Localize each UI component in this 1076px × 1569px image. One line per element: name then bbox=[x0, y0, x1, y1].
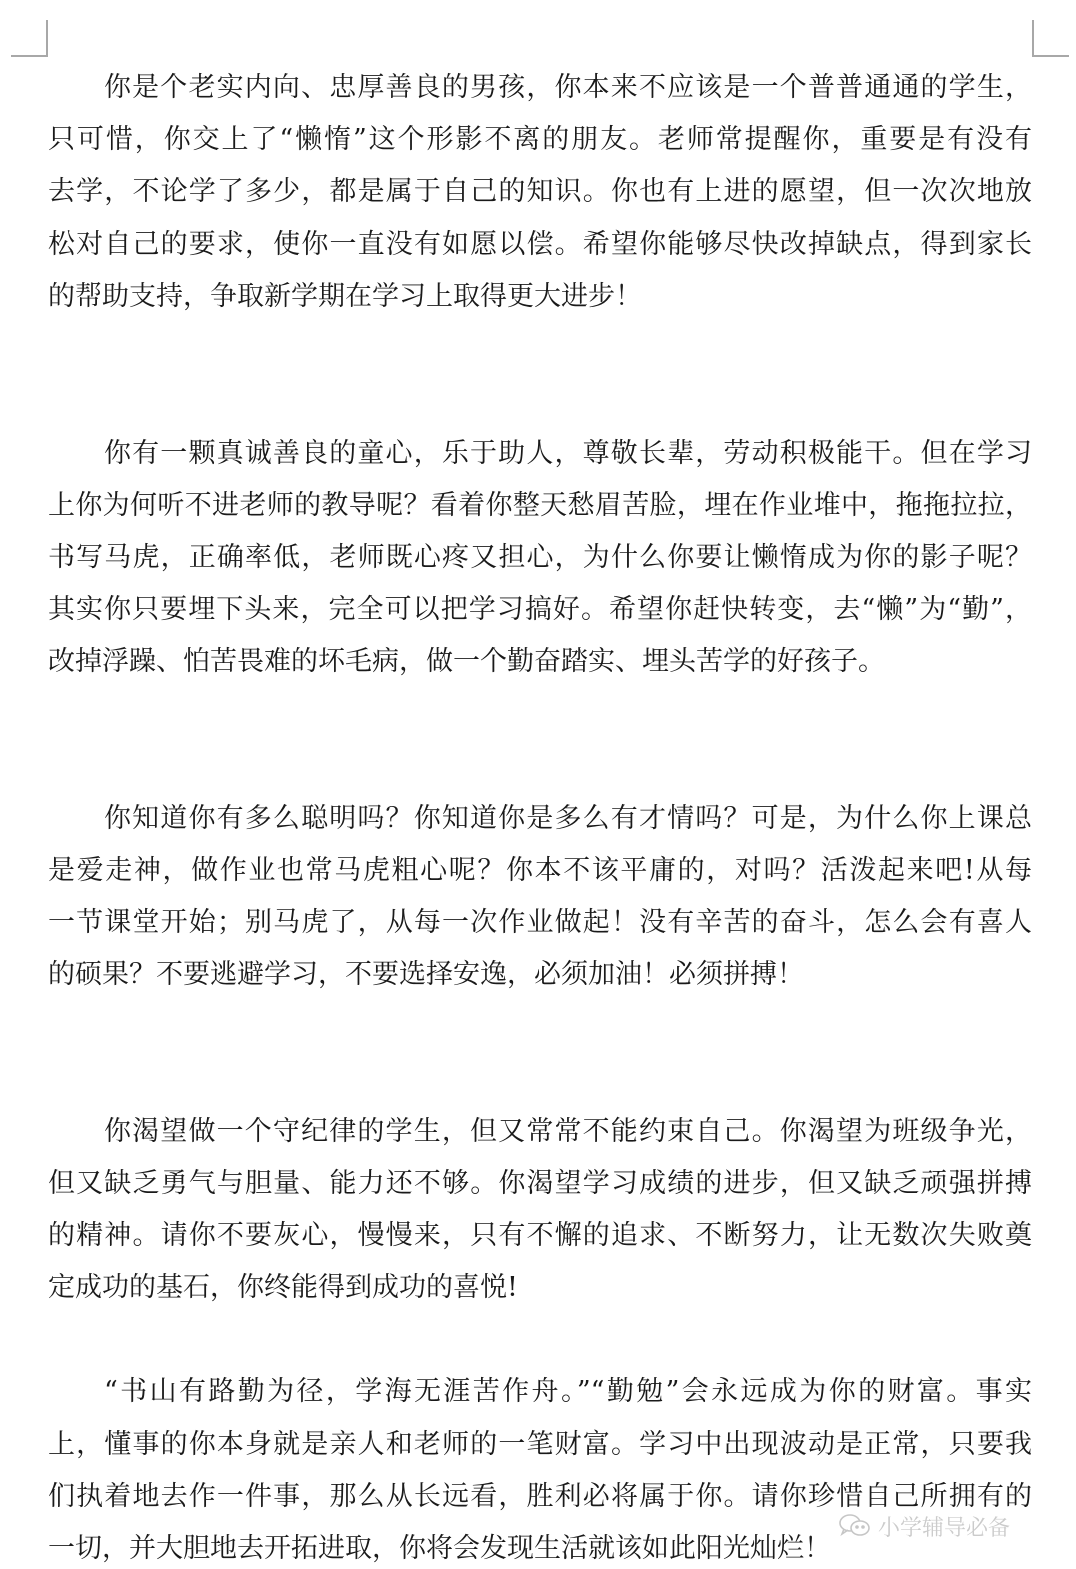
paragraph-line: 你知道你有多么聪明吗？你知道你是多么有才情吗？可是，为什么你上课总 bbox=[104, 803, 1032, 834]
paragraph-line: 一节课堂开始；别马虎了，从每一次作业做起！没有辛苦的奋斗，怎么会有喜人 bbox=[48, 907, 1032, 938]
page-corner-mark-right bbox=[1032, 20, 1069, 57]
paragraph-line: 你有一颗真诚善良的童心，乐于助人，尊敬长辈，劳动积极能干。但在学习 bbox=[104, 438, 1032, 469]
paragraph-line: 只可惜，你交上了“懒惰”这个形影不离的朋友。老师常提醒你，重要是有没有 bbox=[48, 124, 1032, 155]
paragraph-line: 是爱走神，做作业也常马虎粗心呢？你本不该平庸的，对吗？活泼起来吧!从每 bbox=[48, 855, 1032, 886]
watermark bbox=[838, 1508, 1010, 1544]
paragraph-line: 的硕果？不要逃避学习，不要选择安逸，必须加油！必须拼搏！ bbox=[48, 959, 804, 990]
paragraph-line: 的帮助支持，争取新学期在学习上取得更大进步！ bbox=[48, 281, 642, 312]
watermark-text: 小学辅导必备 bbox=[878, 1515, 1011, 1541]
paragraph-line: 松对自己的要求，使你一直没有如愿以偿。希望你能够尽快改掉缺点，得到家长 bbox=[48, 229, 1032, 260]
paragraph-line: 你渴望做一个守纪律的学生，但又常常不能约束自己。你渴望为班级争光， bbox=[104, 1116, 1032, 1147]
paragraph-line: “书山有路勤为径，学海无涯苦作舟。”“勤勉”会永远成为你的财富。事实 bbox=[104, 1376, 1032, 1407]
paragraph-line: 但又缺乏勇气与胆量、能力还不够。你渴望学习成绩的进步，但又缺乏顽强拼搏 bbox=[48, 1168, 1032, 1199]
paragraph-line: 书写马虎，正确率低，老师既心疼又担心，为什么你要让懒惰成为你的影子呢？ bbox=[48, 542, 1032, 573]
paragraph-line: 定成功的基石，你终能得到成功的喜悦! bbox=[48, 1272, 518, 1303]
paragraph-line: 们执着地去作一件事，那么从长远看，胜利必将属于你。请你珍惜自己所拥有的 bbox=[48, 1481, 1032, 1512]
paragraph-line: 去学，不论学了多少，都是属于自己的知识。你也有上进的愿望，但一次次地放 bbox=[48, 176, 1032, 207]
wechat-icon bbox=[838, 1513, 872, 1539]
paragraph-line: 一切，并大胆地去开拓进取，你将会发现生活就该如此阳光灿烂！ bbox=[48, 1533, 831, 1564]
paragraph-line: 改掉浮躁、怕苦畏难的坏毛病，做一个勤奋踏实、埋头苦学的好孩子。 bbox=[48, 646, 885, 677]
paragraph-line: 其实你只要埋下头来，完全可以把学习搞好。希望你赶快转变，去“懒”为“勤”， bbox=[48, 594, 1032, 625]
page-corner-mark-left bbox=[11, 20, 48, 57]
paragraph-line: 的精神。请你不要灰心，慢慢来，只有不懈的追求、不断努力，让无数次失败奠 bbox=[48, 1220, 1032, 1251]
paragraph-line: 上你为何听不进老师的教导呢？看着你整天愁眉苦脸，埋在作业堆中，拖拖拉拉， bbox=[48, 490, 1032, 521]
paragraph-line: 你是个老实内向、忠厚善良的男孩，你本来不应该是一个普普通通的学生， bbox=[104, 72, 1032, 103]
paragraph-line: 上，懂事的你本身就是亲人和老师的一笔财富。学习中出现波动是正常，只要我 bbox=[48, 1429, 1032, 1460]
